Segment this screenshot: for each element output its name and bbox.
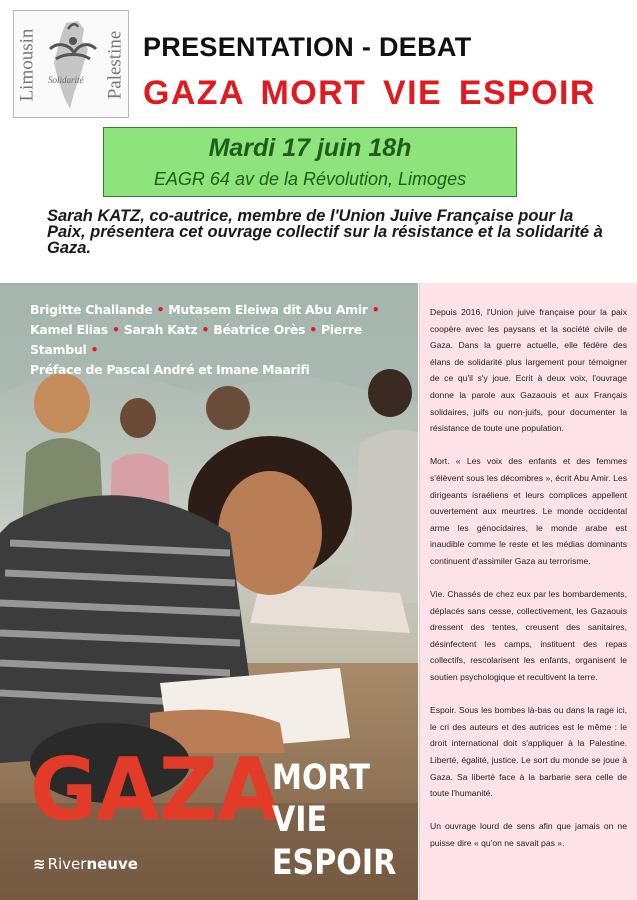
palestine-map-icon (44, 19, 102, 111)
publisher-name-a: River (47, 855, 87, 873)
description-paragraph: Mort. « Les voix des enfants et des femmes s'élèvent sous les décombres », écrit Abu Amir. Les dirigeants israéliens et leurs complices appellent ouvertement aux meurtres. Le monde occidental arme les génocidaires, le monde arabe est inaudible comme le reste et les médias dominants continuent d'assimiler Gaza au terrorisme. (430, 456, 627, 566)
logo (13, 10, 129, 118)
logo-right-text: Palestine (104, 30, 126, 100)
book-title-main: GAZA (30, 740, 280, 841)
author: Béatrice Orès (213, 322, 306, 337)
page-subtitle: GAZA MORT VIE ESPOIR (143, 74, 596, 112)
description-paragraph: Espoir. Sous les bombes là-bas ou dans la rage ici, le cri des auteurs et des autrices est le même : le droit international doit s'appliquer à la Palestine. Liberté, égalité, justice. Le sort du monde se joue à Gaza. Sa liberté face à la barbarie sera celle de toute l'humanité. (430, 705, 627, 799)
wave-icon: ≋ (33, 855, 46, 873)
book-title-mort: MORT (272, 758, 370, 798)
event-info-box (103, 127, 517, 197)
event-location: EAGR 64 av de la Révolution, Limoges (153, 169, 467, 189)
author: Kamel Elias (30, 322, 108, 337)
book-title-vie: VIE (272, 800, 328, 840)
description-paragraph: Un ouvrage lourd de sens afin que jamais on ne puisse dire « qu'on ne savait pas ». (430, 821, 627, 848)
preface-credit: Préface de Pascal André et Imane Maarifi (30, 362, 310, 377)
description-paragraph: Depuis 2016, l'Union juive française pour la paix coopère avec les paysans et la société civile de Gaza. Dans la guerre actuelle, elle fédère des élans de solidarité plus largement pour témoigner de ce qu'il s'y joue. Ecrit à deux voix, l'ouvrage donne la parole aux Gazaouis et aux Français solidaires, juifs ou non-juifs, pour documenter la résistance de toute une population. (430, 307, 627, 434)
publisher-name-b: neuve (86, 855, 138, 873)
book-description (419, 283, 637, 900)
intro-text: Sarah KATZ, co-autrice, membre de l'Union Juive Française pour la Paix, présentera cet ouvrage collectif sur la résistance et la solidarité à Gaza. (47, 207, 603, 257)
author-list: Brigitte Challande • Mutasem Eleiwa dit Abu Amir • Kamel Elias • Sarah Katz • Béatrice Orès • Pierre Stambul • Préface de Pascal André et Imane Maarifi (30, 302, 380, 377)
logo-center-text: Solidarité (48, 75, 84, 85)
publisher-logo (33, 855, 138, 873)
page-title: PRESENTATION - DEBAT (143, 32, 472, 62)
book-title-espoir: ESPOIR (272, 843, 397, 883)
logo-left-text: Limousin (16, 28, 37, 102)
author: Sarah Katz (123, 322, 198, 337)
event-date: Mardi 17 juin 18h (208, 134, 412, 162)
author: Mutasem Eleiwa dit Abu Amir (168, 302, 368, 317)
book-cover (0, 283, 418, 900)
author: Pierre Stambul (30, 322, 362, 357)
description-paragraph: Vie. Chassés de chez eux par les bombardements, déplacés sans cesse, collectivement, les Gazaouis dressent des tentes, creusent des sanitaires, désinfectent les camps, instituent des repas collectifs, rescolarisent les enfants, organisent le soutien psychologique et recultivent la terre. (430, 589, 627, 683)
author: Brigitte Challande (30, 302, 153, 317)
